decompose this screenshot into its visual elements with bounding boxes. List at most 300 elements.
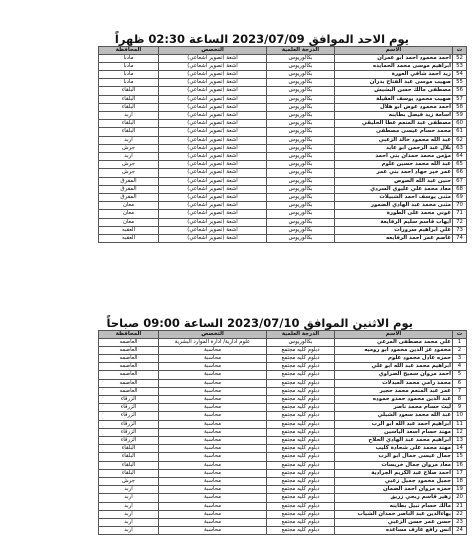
table-row [99,62,467,70]
cell-governorate: العقبه [99,234,159,242]
cell-specialization: محاسبة [159,371,267,379]
cell-specialization: اشعة (تصوير اشعاعي) [159,218,267,226]
cell-governorate: الزرقاء [99,428,159,436]
cell-specialization: اشعة (تصوير اشعاعي) [159,226,267,234]
cell-specialization: محاسبة [159,461,267,469]
table-row [99,338,467,346]
cell-specialization: اشعة (تصوير اشعاعي) [159,111,267,119]
cell-governorate: المفرق [99,185,159,193]
cell-governorate: البلقاء [99,461,159,469]
table-row [99,152,467,160]
cell-governorate: البلقاء [99,453,159,461]
table-row [99,379,467,387]
table-row [99,70,467,78]
column-header-governorate: المحافظة [99,331,159,339]
cell-degree: دبلوم كليه مجتمع [267,379,335,387]
cell-number: 3 [453,354,467,362]
cell-degree: بكالوريوس [267,136,335,144]
table-row [99,185,467,193]
cell-name: مصطفى مالك حسن البشيش [335,87,453,95]
cell-governorate: العاصمه [99,354,159,362]
column-header-degree: الدرجة العلمية [267,331,335,339]
cell-specialization: محاسبة [159,420,267,428]
cell-degree: بكالوريوس [267,152,335,160]
cell-name: علي ابراهيم سرورات [335,226,453,234]
table-row [99,128,467,136]
cell-name: ليث حسام محمد ناصر [335,404,453,412]
cell-specialization: محاسبة [159,445,267,453]
cell-governorate: المفرق [99,193,159,201]
cell-governorate: البلقاء [99,95,159,103]
cell-degree: بكالوريوس [267,144,335,152]
cell-number: 22 [453,510,467,518]
table-row [99,420,467,428]
table-row [99,494,467,502]
cell-specialization: محاسبة [159,494,267,502]
cell-number: 58 [453,103,467,111]
cell-number: 74 [453,234,467,242]
table-row [99,169,467,177]
table-row [99,144,467,152]
cell-degree: بكالوريوس [267,234,335,242]
cell-degree: بكالوريوس [267,111,335,119]
cell-number: 13 [453,436,467,444]
cell-degree: دبلوم كليه مجتمع [267,477,335,485]
cell-name: ابراهيم محمد عبد الهادي الحلاج [335,436,453,444]
cell-governorate: الزرقاء [99,412,159,420]
column-header-specialization: التخصص [159,331,267,339]
table-row [99,54,467,62]
section1-table [98,46,467,243]
cell-degree: دبلوم كليه مجتمع [267,428,335,436]
table-row [99,161,467,169]
column-header-degree: الدرجة العلمية [267,47,335,55]
cell-governorate: معان [99,202,159,210]
cell-specialization: محاسبة [159,379,267,387]
cell-specialization: اشعة (تصوير اشعاعي) [159,54,267,62]
cell-name: مالك حسام نبيل بطاينه [335,502,453,510]
cell-degree: دبلوم كليه مجتمع [267,363,335,371]
table-row [99,371,467,379]
cell-name: مؤمن محمد حمدان بني احمد [335,152,453,160]
section2-table [98,330,467,535]
cell-number: 16 [453,461,467,469]
column-header-name: الاسم [335,47,453,55]
cell-specialization: اشعة (تصوير اشعاعي) [159,95,267,103]
cell-degree: دبلوم كليه مجتمع [267,387,335,395]
table-row [99,502,467,510]
cell-governorate: مادبا [99,62,159,70]
table-row [99,79,467,87]
cell-specialization: محاسبة [159,502,267,510]
cell-degree: بكالوريوس [267,202,335,210]
cell-governorate: الزرقاء [99,395,159,403]
cell-degree: دبلوم كليه مجتمع [267,527,335,535]
cell-specialization: محاسبة [159,412,267,420]
cell-governorate: اربد [99,136,159,144]
cell-number: 63 [453,144,467,152]
section2-header-row [99,331,467,339]
cell-specialization: محاسبة [159,404,267,412]
cell-name: احمد محمود عوض ابو هلال [335,103,453,111]
cell-governorate: معان [99,210,159,218]
cell-name: محمد رامي محمد العبدلات [335,379,453,387]
cell-specialization: محاسبة [159,363,267,371]
cell-degree: دبلوم كليه مجتمع [267,346,335,354]
cell-number: 56 [453,87,467,95]
cell-degree: بكالوريوس [267,79,335,87]
cell-name: حنين عبد الله الصوص [335,177,453,185]
cell-specialization: محاسبة [159,346,267,354]
cell-governorate: البلقاء [99,445,159,453]
cell-specialization: اشعة (تصوير اشعاعي) [159,210,267,218]
cell-name: عبد الله محمود خالد الزعبي [335,136,453,144]
cell-degree: دبلوم كليه مجتمع [267,412,335,420]
cell-governorate: الزرقاء [99,420,159,428]
table-row [99,387,467,395]
cell-governorate: معان [99,218,159,226]
cell-number: 2 [453,346,467,354]
table-row [99,461,467,469]
cell-governorate: اربد [99,527,159,535]
cell-specialization: محاسبة [159,387,267,395]
cell-governorate: جرش [99,477,159,485]
cell-governorate: اربد [99,494,159,502]
cell-number: 14 [453,445,467,453]
cell-name: عبد الله محمد سعود الشبلي [335,412,453,420]
cell-degree: بكالوريوس [267,218,335,226]
cell-specialization: محاسبة [159,477,267,485]
cell-governorate: جرش [99,169,159,177]
cell-specialization: اشعة (تصوير اشعاعي) [159,161,267,169]
cell-degree: دبلوم كليه مجتمع [267,469,335,477]
cell-specialization: محاسبة [159,510,267,518]
cell-specialization: اشعة (تصوير اشعاعي) [159,79,267,87]
cell-governorate: اربد [99,510,159,518]
cell-number: 24 [453,527,467,535]
cell-governorate: جرش [99,144,159,152]
cell-governorate: اربد [99,152,159,160]
table-row [99,428,467,436]
cell-governorate: مادبا [99,54,159,62]
cell-governorate: العاصمه [99,338,159,346]
cell-number: 11 [453,420,467,428]
cell-degree: بكالوريوس [267,193,335,201]
cell-name: حسن عمر حسن الزعبي [335,518,453,526]
table-row [99,510,467,518]
cell-number: 5 [453,371,467,379]
table-row [99,527,467,535]
cell-degree: بكالوريوس [267,338,335,346]
cell-degree: بكالوريوس [267,185,335,193]
section1-header-row [99,47,467,55]
cell-name: احمد صلاح عبد الكريم الجرادية [335,469,453,477]
cell-name: حمزه مروان احمد الضمان [335,486,453,494]
cell-specialization: محاسبة [159,436,267,444]
cell-specialization: اشعة (تصوير اشعاعي) [159,169,267,177]
cell-specialization: اشعة (تصوير اشعاعي) [159,103,267,111]
cell-number: 6 [453,379,467,387]
cell-number: 55 [453,79,467,87]
cell-number: 18 [453,477,467,485]
cell-degree: بكالوريوس [267,161,335,169]
cell-number: 21 [453,502,467,510]
table-row [99,111,467,119]
cell-degree: بكالوريوس [267,70,335,78]
cell-specialization: محاسبة [159,428,267,436]
cell-degree: دبلوم كليه مجتمع [267,420,335,428]
cell-governorate: اربد [99,111,159,119]
cell-degree: دبلوم كليه مجتمع [267,461,335,469]
cell-name: عبد الدين محمود حمدو حموده [335,395,453,403]
cell-name: محمود عز الدين محمود ابو روميه [335,346,453,354]
column-header-number: ت [453,331,467,339]
table-row [99,436,467,444]
table-row [99,136,467,144]
cell-governorate: البلقاء [99,103,159,111]
cell-governorate: المفرق [99,177,159,185]
cell-number: 68 [453,185,467,193]
table-row [99,226,467,234]
cell-name: اسامة زيد فيصل بطاينه [335,111,453,119]
cell-name: عمر خير جهاد احمد بني عمر [335,169,453,177]
table-row [99,453,467,461]
cell-number: 12 [453,428,467,436]
cell-governorate: مادبا [99,70,159,78]
cell-name: معاذ مروان جمال خريسات [335,461,453,469]
table-row [99,412,467,420]
cell-specialization: محاسبة [159,453,267,461]
cell-number: 20 [453,494,467,502]
cell-governorate: جرش [99,161,159,169]
cell-name: بلال عبد الرحمن ابو عايد [335,144,453,152]
table-row [99,120,467,128]
cell-name: ابراهيم احمد عبد الله ابو الرب [335,420,453,428]
cell-degree: دبلوم كليه مجتمع [267,354,335,362]
cell-degree: دبلوم كليه مجتمع [267,404,335,412]
cell-name: صهيب محمود يوسف العقيلة [335,95,453,103]
cell-degree: دبلوم كليه مجتمع [267,486,335,494]
cell-specialization: اشعة (تصوير اشعاعي) [159,152,267,160]
cell-degree: دبلوم كليه مجتمع [267,395,335,403]
cell-governorate: البلقاء [99,120,159,128]
cell-degree: دبلوم كليه مجتمع [267,453,335,461]
cell-number: 23 [453,518,467,526]
cell-number: 9 [453,404,467,412]
cell-number: 54 [453,70,467,78]
cell-number: 8 [453,395,467,403]
cell-governorate: العاصمه [99,346,159,354]
cell-number: 73 [453,226,467,234]
table-row [99,103,467,111]
table-row [99,202,467,210]
cell-number: 60 [453,120,467,128]
cell-name: حمزه عادل محمود علوم [335,354,453,362]
cell-specialization: علوم ادارية/ ادارة الموارد البشرية [159,338,267,346]
column-header-name: الاسم [335,331,453,339]
table-row [99,354,467,362]
cell-specialization: محاسبة [159,518,267,526]
column-header-specialization: التخصص [159,47,267,55]
cell-specialization: اشعة (تصوير اشعاعي) [159,202,267,210]
section2-title: يوم الاثنين الموافق 2023/07/10 الساعة 09:00 صباحاً [106,316,413,330]
cell-degree: بكالوريوس [267,62,335,70]
cell-specialization: محاسبة [159,469,267,477]
cell-name: علي محمد مصطفى المرعي [335,338,453,346]
cell-name: مصطفى عبد المنعم عطا الحليقي [335,120,453,128]
cell-number: 4 [453,363,467,371]
cell-number: 52 [453,54,467,62]
cell-governorate: اربد [99,518,159,526]
cell-degree: بكالوريوس [267,128,335,136]
cell-name: مثنى يوسف احمد الشبيلات [335,193,453,201]
cell-governorate: الزرقاء [99,436,159,444]
cell-number: 53 [453,62,467,70]
cell-specialization: اشعة (تصوير اشعاعي) [159,185,267,193]
table-row [99,395,467,403]
cell-name: جمال عيسى جمال ابو الرب [335,453,453,461]
cell-degree: بكالوريوس [267,169,335,177]
cell-number: 17 [453,469,467,477]
cell-specialization: محاسبة [159,527,267,535]
cell-governorate: البلقاء [99,128,159,136]
cell-number: 1 [453,338,467,346]
cell-name: عبد الله محمد حسين علوم [335,161,453,169]
table-row [99,346,467,354]
cell-name: مهند محمد على شحادة كليب [335,445,453,453]
cell-governorate: البلقاء [99,87,159,95]
cell-name: مثنى محمد عبد الهادي الضمور [335,202,453,210]
cell-name: انس رافع عارف مساعده [335,527,453,535]
cell-degree: بكالوريوس [267,210,335,218]
table-row [99,218,467,226]
cell-number: 70 [453,202,467,210]
cell-specialization: اشعة (تصوير اشعاعي) [159,62,267,70]
cell-degree: دبلوم كليه مجتمع [267,445,335,453]
cell-degree: دبلوم كليه مجتمع [267,494,335,502]
cell-degree: بكالوريوس [267,95,335,103]
table-row [99,477,467,485]
cell-degree: دبلوم كليه مجتمع [267,371,335,379]
cell-degree: بكالوريوس [267,87,335,95]
cell-specialization: اشعة (تصوير اشعاعي) [159,128,267,136]
cell-governorate: العقبه [99,226,159,234]
cell-governorate: العاصمه [99,387,159,395]
cell-degree: دبلوم كليه مجتمع [267,502,335,510]
cell-number: 62 [453,136,467,144]
cell-number: 7 [453,387,467,395]
section1-title: يوم الاحد الموافق 2023/07/09 الساعة 02:30 ظهراً [114,32,409,46]
cell-number: 10 [453,412,467,420]
cell-name: زهير قاسم ربحي زريق [335,494,453,502]
cell-specialization: محاسبة [159,395,267,403]
cell-specialization: اشعة (تصوير اشعاعي) [159,144,267,152]
cell-name: معاذ محمد علي عليوي السردي [335,185,453,193]
cell-degree: دبلوم كليه مجتمع [267,518,335,526]
cell-name: ابراهيم محمد عبد الله ابو علي [335,363,453,371]
cell-name: عاصم عمر احمد الرفايعه [335,234,453,242]
cell-degree: بكالوريوس [267,226,335,234]
cell-specialization: اشعة (تصوير اشعاعي) [159,177,267,185]
cell-degree: دبلوم كليه مجتمع [267,510,335,518]
cell-specialization: محاسبة [159,354,267,362]
cell-degree: بكالوريوس [267,120,335,128]
cell-governorate: مادبا [99,79,159,87]
cell-number: 15 [453,453,467,461]
cell-governorate: العاصمه [99,363,159,371]
cell-name: ابراهيم موسى محمد الحمايده [335,62,453,70]
cell-name: احمد مروان سميح الصراوي [335,371,453,379]
table-row [99,469,467,477]
cell-name: مهند حسام اسعد الياسين [335,428,453,436]
cell-specialization: اشعة (تصوير اشعاعي) [159,234,267,242]
cell-specialization: اشعة (تصوير اشعاعي) [159,193,267,201]
table-row [99,95,467,103]
table-row [99,177,467,185]
cell-degree: بكالوريوس [267,54,335,62]
table-row [99,210,467,218]
table-row [99,445,467,453]
cell-name: صهيب موسى عبد الفتاح بدران [335,79,453,87]
cell-number: 59 [453,111,467,119]
column-header-number: ت [453,47,467,55]
cell-governorate: الزرقاء [99,404,159,412]
table-row [99,518,467,526]
cell-name: ايهاب قاسم سليم الرفايعة [335,218,453,226]
column-header-governorate: المحافظة [99,47,159,55]
cell-governorate: العاصمه [99,379,159,387]
cell-number: 72 [453,218,467,226]
cell-governorate: اربد [99,502,159,510]
section1-table-body [99,54,467,243]
cell-specialization: اشعة (تصوير اشعاعي) [159,70,267,78]
cell-degree: بكالوريوس [267,103,335,111]
cell-specialization: محاسبة [159,486,267,494]
table-row [99,486,467,494]
cell-name: بهاءالدين عبد الناصر حمدان الشياب [335,510,453,518]
cell-name: عمر عبد المنعم محمد حجير [335,387,453,395]
cell-number: 71 [453,210,467,218]
cell-degree: بكالوريوس [267,177,335,185]
cell-number: 61 [453,128,467,136]
table-row [99,87,467,95]
cell-name: احمد محمود احمد ابو عمران [335,54,453,62]
cell-specialization: اشعة (تصوير اشعاعي) [159,87,267,95]
cell-degree: دبلوم كليه مجتمع [267,436,335,444]
cell-number: 69 [453,193,467,201]
table-row [99,234,467,242]
cell-governorate: البلقاء [99,469,159,477]
cell-number: 67 [453,177,467,185]
cell-name: جميل محمود جميل زعبي [335,477,453,485]
table-row [99,363,467,371]
cell-name: محمد حسام عيسى مصطفى [335,128,453,136]
cell-specialization: اشعة (تصوير اشعاعي) [159,136,267,144]
table-row [99,404,467,412]
cell-number: 66 [453,169,467,177]
cell-name: زيد احمد شافي العورة [335,70,453,78]
cell-number: 64 [453,152,467,160]
cell-governorate: اربد [99,486,159,494]
cell-name: عوني محمد على الطورة [335,210,453,218]
table-row [99,193,467,201]
cell-number: 65 [453,161,467,169]
cell-governorate: العاصمه [99,371,159,379]
cell-number: 19 [453,486,467,494]
cell-number: 57 [453,95,467,103]
section2-table-body [99,338,467,535]
cell-specialization: اشعة (تصوير اشعاعي) [159,120,267,128]
